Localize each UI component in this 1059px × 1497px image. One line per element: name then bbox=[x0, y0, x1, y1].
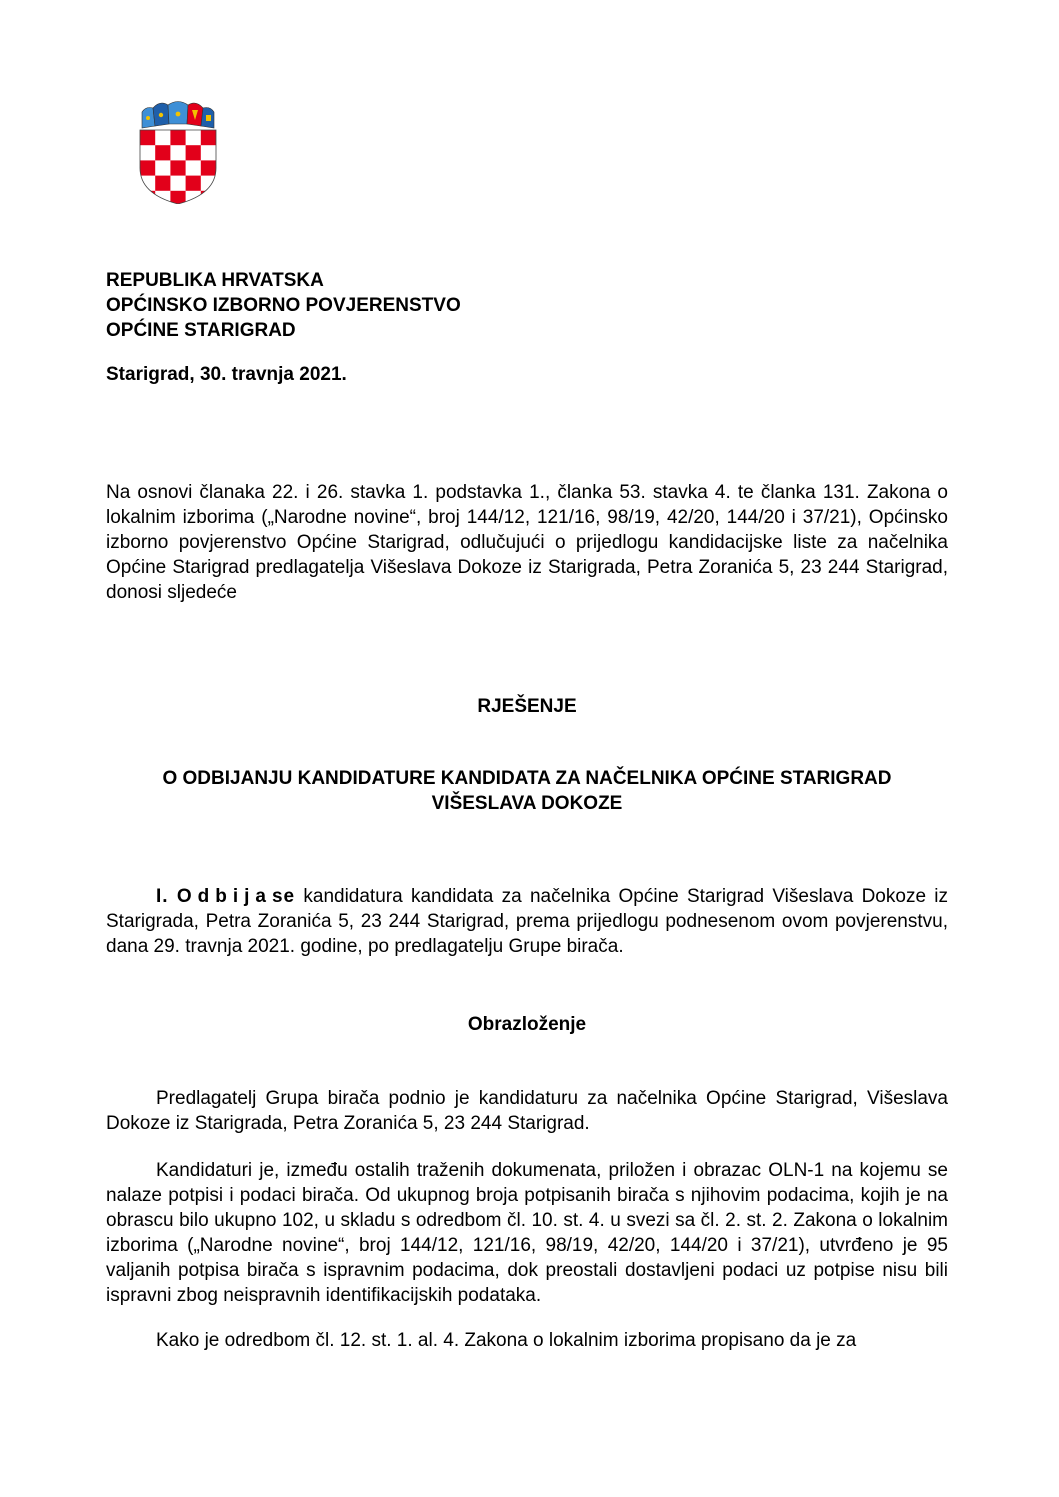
header-municipality: OPĆINE STARIGRAD bbox=[106, 320, 296, 341]
item-number: I. bbox=[156, 886, 169, 907]
document-date: Starigrad, 30. travnja 2021. bbox=[106, 364, 347, 385]
institution-header bbox=[106, 268, 461, 343]
explanation-paragraph-1: Predlagatelj Grupa birača podnio je kandidaturu za načelnika Općine Starigrad, Višeslava Dokoze iz Starigrada, Petra Zoranića 5, 23 244 Starigrad. bbox=[106, 1088, 948, 1134]
decision-subject-line1: O ODBIJANJU KANDIDATURE KANDIDATA ZA NAČELNIKA OPĆINE STARIGRAD bbox=[162, 768, 892, 789]
explanation-paragraph-2: Kandidaturi je, između ostalih traženih dokumenata, priložen i obrazac OLN-1 na kojemu se nalaze potpisi i podaci birača. Od ukupnog broja potpisanih birača s njihovim podacima, kojih je na obrascu bilo ukupno 102, u skladu s odredbom čl. 10. st. 4. u svezi sa čl. 2. st. 2. Zakona o lokalnim izborima („Narodne novine“, broj 144/12, 121/16, 98/19, 42/20, 144/20 i 37/21), utvrđeno je 95 valjanih potpisa birača s ispravnim podacima, dok preostali dostavljeni podaci uz potpise nisu bili ispravni zbog neispravnih identifikacijskih podataka. bbox=[106, 1160, 948, 1306]
croatian-coat-of-arms-icon bbox=[136, 100, 220, 204]
decision-item-1 bbox=[106, 884, 948, 959]
intro-paragraph: Na osnovi članaka 22. i 26. stavka 1. podstavka 1., članka 53. stavka 4. te članka 131. Zakona o lokalnim izborima („Narodne novine“, broj 144/12, 121/16, 98/19, 42/20, 144/20 i 37/21), Općinsko izborno povjerenstvo Općine Starigrad, odlučujući o prijedlogu kandidacijske liste za načelnika Općine Starigrad predlagatelja Višeslava Dokoze iz Starigrada, Petra Zoranića 5, 23 244 Starigrad, donosi sljedeće bbox=[106, 482, 948, 603]
decision-title: RJEŠENJE bbox=[477, 696, 577, 717]
header-country: REPUBLIKA HRVATSKA bbox=[106, 270, 324, 291]
explanation-paragraph-3: Kako je odredbom čl. 12. st. 1. al. 4. Zakona o lokalnim izborima propisano da je za bbox=[156, 1330, 857, 1351]
explanation-title: Obrazloženje bbox=[467, 1014, 587, 1035]
item-text: kandidatura kandidata za načelnika Općine Starigrad Višeslava Dokoze iz Starigrada, Petra Zoranića 5, 23 244 Starigrad, prema prijedlogu podnesenom ovom povjerenstvu, dana 29. travnja 2021. godine, po predlagatelju Grupe birača. bbox=[106, 886, 948, 957]
decision-subject bbox=[106, 766, 948, 816]
item-verb-se: se bbox=[271, 886, 296, 907]
item-verb: Odbija bbox=[176, 886, 272, 907]
decision-subject-line2: VIŠESLAVA DOKOZE bbox=[431, 793, 623, 814]
header-commission: OPĆINSKO IZBORNO POVJERENSTVO bbox=[106, 295, 461, 316]
